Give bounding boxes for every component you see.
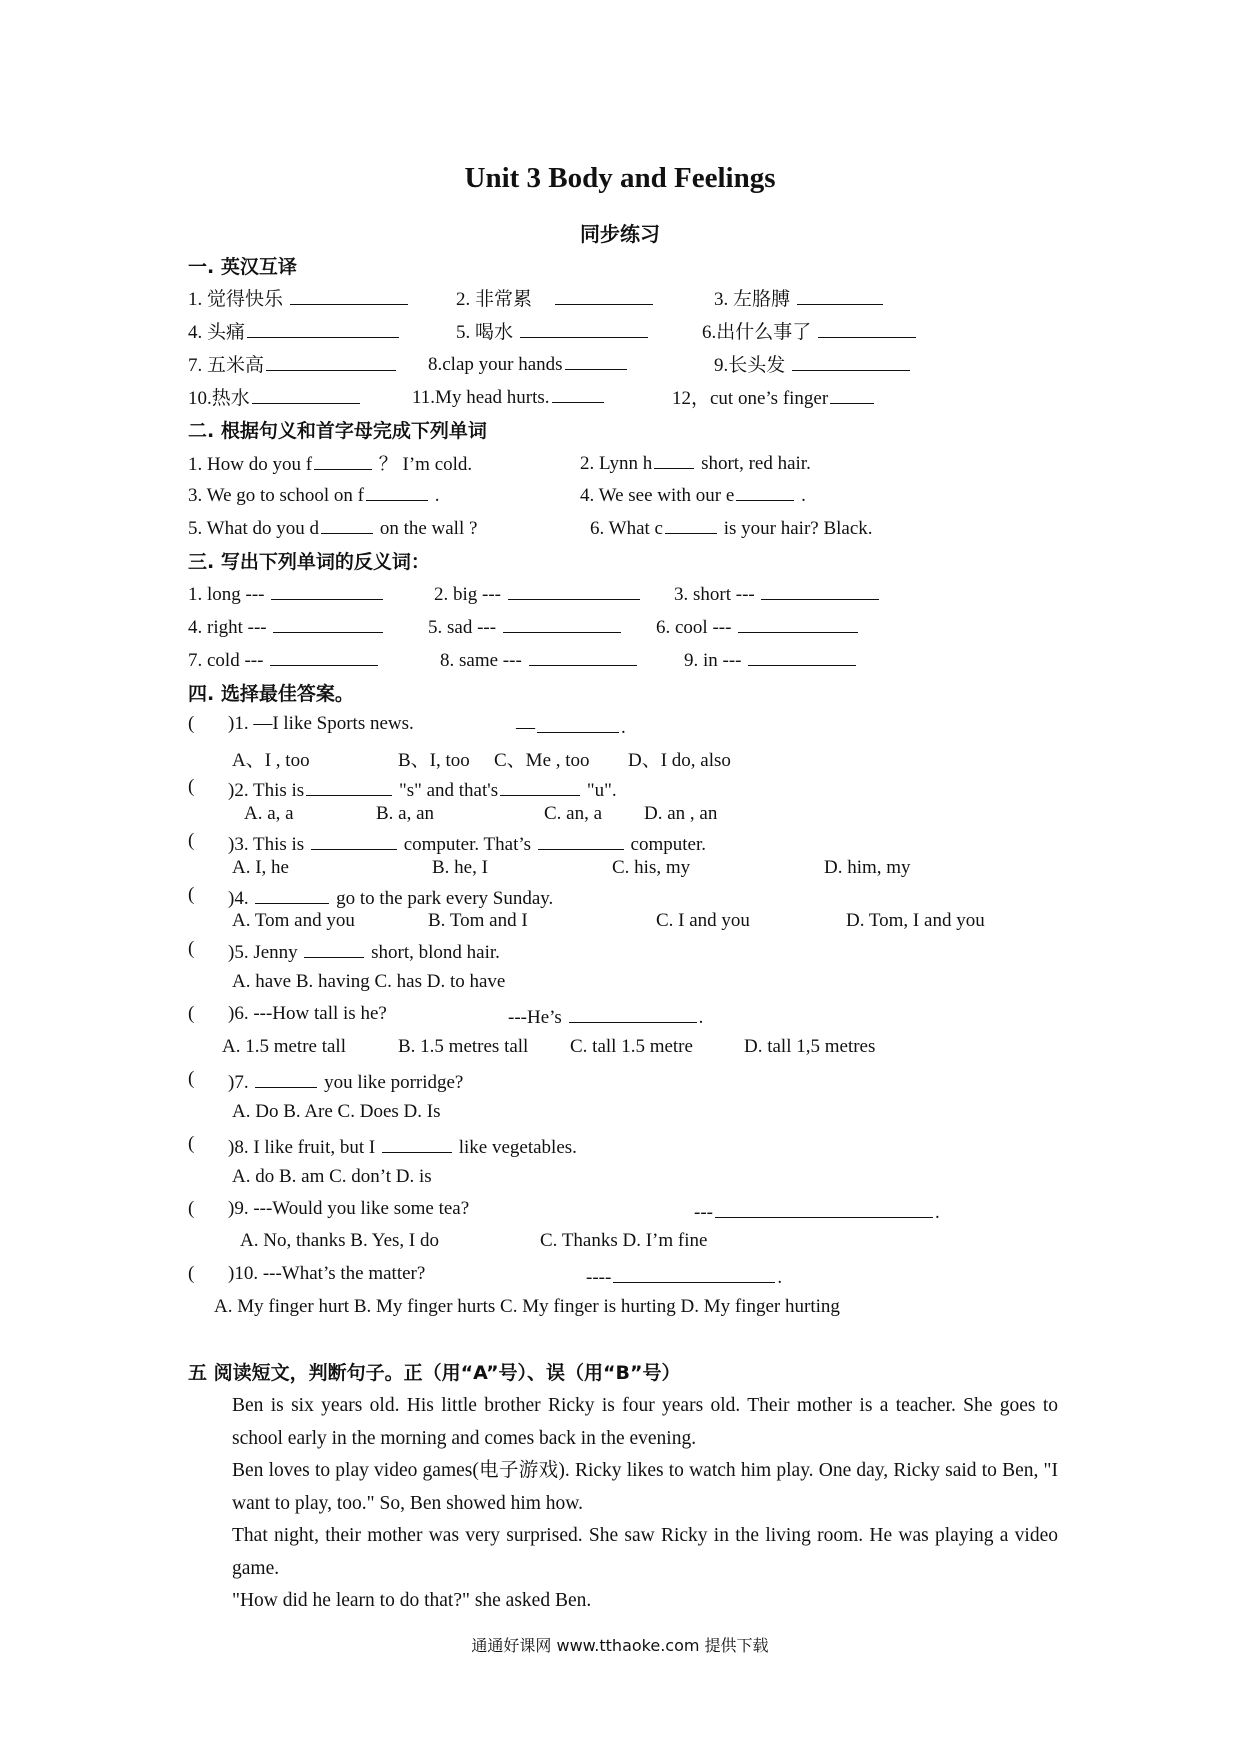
- s1-item-12: [672, 383, 876, 410]
- q5-stem: [228, 938, 500, 964]
- section-3-heading: 三. 写出下列单词的反义词：: [188, 551, 430, 573]
- q1-response: [516, 713, 626, 739]
- q8-text: )8. I like fruit, but I: [228, 1137, 376, 1158]
- q8-stem: [228, 1133, 577, 1159]
- answer-blank[interactable]: [314, 450, 372, 470]
- s2-item-4-tail: .: [801, 485, 806, 506]
- q9-stem: )9. ---Would you like some tea?: [228, 1198, 470, 1219]
- s1-item-10: [188, 383, 362, 410]
- q2-stem: [228, 776, 617, 802]
- q3-option-c: C. his, my: [612, 857, 691, 878]
- section-2-heading: 二. 根据句义和首字母完成下列单词: [188, 420, 487, 442]
- q6-stem: )6. ---How tall is he?: [228, 1003, 387, 1024]
- answer-blank[interactable]: [311, 830, 397, 850]
- q5-text: )5. Jenny: [228, 942, 298, 963]
- answer-blank[interactable]: [321, 514, 373, 534]
- s1-item-3-text: 3. 左胳膊: [714, 289, 791, 310]
- answer-blank[interactable]: [613, 1263, 775, 1283]
- answer-blank[interactable]: [654, 449, 694, 469]
- s2-item-4-text: 4. We see with our e: [580, 485, 735, 506]
- answer-blank[interactable]: [503, 613, 621, 633]
- passage-paragraph-1: Ben is six years old. His little brother Ricky is four years old. Their mother is a teacher. She goes to school early in the morning and comes back in the evening.: [232, 1395, 1058, 1449]
- answer-paren: (: [188, 776, 195, 797]
- s2-item-6-tail: is your hair? Black.: [723, 518, 873, 539]
- section-5-heading: 五 阅读短文，判断句子。正（用“A”号）、误（用“B”号）: [188, 1362, 681, 1384]
- answer-blank[interactable]: [538, 830, 624, 850]
- s3-item-1-text: 1. long ---: [188, 584, 265, 605]
- q1-option-a: A、I , too: [232, 750, 310, 771]
- answer-blank[interactable]: [252, 384, 360, 404]
- q3-option-d: D. him, my: [824, 857, 911, 878]
- q2-option-c: C. an, a: [544, 803, 603, 824]
- answer-blank[interactable]: [569, 1003, 697, 1023]
- s1-item-6-text: 6.出什么事了: [702, 322, 812, 343]
- s1-item-7-text: 7. 五米高: [188, 355, 265, 376]
- s3-item-4-text: 4. right ---: [188, 617, 267, 638]
- q1-dash: —: [516, 717, 535, 738]
- q10-response: [586, 1263, 782, 1289]
- q6-option-c: C. tall 1.5 metre: [570, 1036, 693, 1057]
- s1-item-2: [456, 284, 655, 311]
- answer-blank[interactable]: [306, 776, 392, 796]
- answer-blank[interactable]: [715, 1198, 933, 1218]
- answer-blank[interactable]: [552, 383, 604, 403]
- q2-text: )2. This is: [228, 780, 305, 801]
- answer-blank[interactable]: [271, 580, 383, 600]
- s3-item-8: [440, 646, 639, 672]
- s3-item-2: [434, 580, 642, 606]
- q3-text: )3. This is: [228, 834, 305, 855]
- q6-response: [508, 1003, 703, 1029]
- s2-item-2-text: 2. Lynn h: [580, 453, 653, 474]
- answer-blank[interactable]: [665, 514, 717, 534]
- q9-options-cd: C. Thanks D. I’m fine: [540, 1230, 708, 1251]
- q7-stem: [228, 1068, 463, 1094]
- q7-end: you like porridge?: [324, 1072, 464, 1093]
- s3-item-3: [674, 580, 881, 606]
- answer-paren: (: [188, 1198, 195, 1219]
- q4-option-a: A. Tom and you: [232, 910, 355, 931]
- q3-middle: computer. That’s: [403, 834, 532, 855]
- q9-response: [694, 1198, 940, 1224]
- answer-blank[interactable]: [818, 318, 916, 338]
- s1-item-1-text: 1. 觉得快乐: [188, 289, 284, 310]
- q4-text: )4.: [228, 888, 249, 909]
- section-1-heading: 一. 英汉互译: [188, 256, 297, 278]
- s2-item-3: [188, 481, 439, 507]
- s3-item-5: [428, 613, 623, 639]
- q1-option-d: D、I do, also: [628, 750, 731, 771]
- q10-options: A. My finger hurt B. My finger hurts C. My finger is hurting D. My finger hurting: [214, 1296, 840, 1317]
- s2-item-5-text: 5. What do you d: [188, 518, 320, 539]
- q9-end: .: [934, 1202, 940, 1223]
- q6-option-d: D. tall 1,5 metres: [744, 1036, 876, 1057]
- answer-blank[interactable]: [266, 351, 396, 371]
- q5-options: A. have B. having C. has D. to have: [232, 971, 506, 992]
- s1-item-6: [702, 317, 918, 344]
- q2-end: "u".: [586, 780, 617, 801]
- answer-paren: (: [188, 938, 195, 959]
- s2-item-6: [590, 514, 873, 540]
- q1-option-c: C、Me , too: [494, 750, 590, 771]
- answer-blank[interactable]: [366, 481, 428, 501]
- answer-paren: (: [188, 1068, 195, 1089]
- s3-item-5-text: 5. sad ---: [428, 617, 497, 638]
- s3-item-6-text: 6. cool ---: [656, 617, 732, 638]
- q2-middle: "s" and that's: [398, 780, 499, 801]
- s3-item-9-text: 9. in ---: [684, 650, 742, 671]
- q6-end: .: [698, 1007, 704, 1028]
- answer-blank[interactable]: [520, 318, 648, 338]
- q2-option-a: A. a, a: [244, 803, 294, 824]
- s3-item-7: [188, 646, 380, 672]
- answer-paren: (: [188, 1003, 195, 1024]
- answer-blank[interactable]: [255, 884, 329, 904]
- q8-options: A. do B. am C. don’t D. is: [232, 1166, 432, 1187]
- answer-blank[interactable]: [761, 580, 879, 600]
- passage-paragraph-2: Ben loves to play video games(电子游戏). Ricky likes to watch him play. One day, Ricky said to Ben, "I want to play, too." So, Ben showed him how.: [232, 1460, 1058, 1514]
- answer-paren: (: [188, 830, 195, 851]
- answer-blank[interactable]: [738, 613, 858, 633]
- s3-item-9: [684, 646, 858, 672]
- q1-text: )1. —I like Sports news.: [228, 713, 414, 734]
- s2-item-3-text: 3. We go to school on f: [188, 485, 364, 506]
- s1-item-4-text: 4. 头痛: [188, 322, 246, 343]
- answer-blank[interactable]: [290, 285, 408, 305]
- answer-blank[interactable]: [565, 350, 627, 370]
- answer-blank[interactable]: [555, 285, 653, 305]
- answer-blank[interactable]: [736, 481, 794, 501]
- answer-blank[interactable]: [500, 776, 580, 796]
- answer-blank[interactable]: [247, 318, 399, 338]
- q3-end: computer.: [630, 834, 706, 855]
- q4-stem: [228, 884, 553, 910]
- s1-item-1: [188, 284, 410, 311]
- answer-blank[interactable]: [273, 613, 383, 633]
- q3-option-b: B. he, I: [432, 857, 488, 878]
- q3-stem: [228, 830, 706, 856]
- q2-option-b: B. a, an: [376, 803, 435, 824]
- answer-blank[interactable]: [529, 646, 637, 666]
- s2-item-5: [188, 514, 477, 540]
- s2-item-4: [580, 481, 806, 507]
- s2-item-6-text: 6. What c: [590, 518, 663, 539]
- s1-item-3: [714, 284, 885, 311]
- answer-blank[interactable]: [255, 1068, 317, 1088]
- q6-option-a: A. 1.5 metre tall: [222, 1036, 346, 1057]
- s2-item-1: [188, 449, 472, 476]
- q7-options: A. Do B. Are C. Does D. Is: [232, 1101, 441, 1122]
- s2-item-2-tail: short, red hair.: [701, 453, 811, 474]
- q4-end: go to the park every Sunday.: [336, 888, 554, 909]
- s1-item-8: [428, 350, 629, 376]
- answer-blank[interactable]: [792, 351, 910, 371]
- s3-item-7-text: 7. cold ---: [188, 650, 264, 671]
- s1-item-9: [714, 350, 912, 377]
- s1-item-12-text: 12，cut one’s finger: [672, 388, 829, 409]
- answer-blank[interactable]: [270, 646, 378, 666]
- answer-paren: (: [188, 1263, 195, 1284]
- reading-passage: [188, 1390, 1058, 1618]
- passage-paragraph-3: That night, their mother was very surprised. She saw Ricky in the living room. He was playing a video game.: [232, 1525, 1058, 1579]
- q6-option-b: B. 1.5 metres tall: [398, 1036, 529, 1057]
- s1-item-9-text: 9.长头发: [714, 355, 786, 376]
- s2-item-1-tail: ？ I’m cold.: [378, 454, 473, 475]
- q5-end: short, blond hair.: [371, 942, 500, 963]
- s2-item-5-tail: on the wall ?: [379, 518, 478, 539]
- q8-end: like vegetables.: [458, 1137, 577, 1158]
- answer-blank[interactable]: [508, 580, 640, 600]
- q4-option-c: C. I and you: [656, 910, 750, 931]
- q9-dash: ---: [694, 1202, 713, 1223]
- s1-item-10-text: 10.热水: [188, 388, 250, 409]
- q1-option-b: B、I, too: [398, 750, 470, 771]
- passage-paragraph-4: "How did he learn to do that?" she asked Ben.: [232, 1590, 592, 1611]
- q1-end: .: [621, 717, 626, 738]
- answer-blank[interactable]: [537, 713, 619, 733]
- page-subtitle: 同步练习: [580, 222, 660, 246]
- q10-stem: )10. ---What’s the matter?: [228, 1263, 426, 1284]
- q1-stem: [228, 713, 414, 735]
- s3-item-8-text: 8. same ---: [440, 650, 522, 671]
- s2-item-1-text: 1. How do you f: [188, 454, 313, 475]
- q4-option-b: B. Tom and I: [428, 910, 528, 931]
- s1-item-8-text: 8.clap your hands: [428, 354, 563, 375]
- s3-item-4: [188, 613, 385, 639]
- s3-item-2-text: 2. big ---: [434, 584, 502, 605]
- section-4-heading: 四. 选择最佳答案。: [188, 683, 354, 705]
- q6-dash: ---He’s: [508, 1007, 562, 1028]
- q3-option-a: A. I, he: [232, 857, 289, 878]
- q10-dash: ----: [586, 1267, 612, 1288]
- s3-item-3-text: 3. short ---: [674, 584, 755, 605]
- q9-options-ab: A. No, thanks B. Yes, I do: [240, 1230, 439, 1251]
- answer-blank[interactable]: [797, 285, 883, 305]
- answer-paren: (: [188, 1133, 195, 1154]
- s3-item-1: [188, 580, 385, 606]
- q2-option-d: D. an , an: [644, 803, 718, 824]
- s1-item-11-text: 11.My head hurts.: [412, 387, 550, 408]
- s1-item-11: [412, 383, 606, 409]
- q7-text: )7.: [228, 1072, 249, 1093]
- s3-item-6: [656, 613, 860, 639]
- s2-item-2: [580, 449, 811, 475]
- q10-end: .: [777, 1267, 783, 1288]
- answer-blank[interactable]: [748, 646, 856, 666]
- page-footer: 通通好课网 www.tthaoke.com 提供下载: [471, 1636, 769, 1655]
- answer-blank[interactable]: [382, 1133, 452, 1153]
- answer-blank[interactable]: [304, 938, 364, 958]
- answer-paren: (: [188, 884, 195, 905]
- q4-option-d: D. Tom, I and you: [846, 910, 985, 931]
- s1-item-5: [456, 317, 650, 344]
- page-title: Unit 3 Body and Feelings: [464, 162, 776, 194]
- s1-item-4: [188, 317, 401, 344]
- answer-blank[interactable]: [830, 384, 874, 404]
- s1-item-2-text: 2. 非常累: [456, 289, 533, 310]
- s1-item-7: [188, 350, 398, 377]
- s2-item-3-tail: .: [434, 485, 440, 506]
- answer-paren: (: [188, 713, 195, 734]
- s1-item-5-text: 5. 喝水: [456, 322, 514, 343]
